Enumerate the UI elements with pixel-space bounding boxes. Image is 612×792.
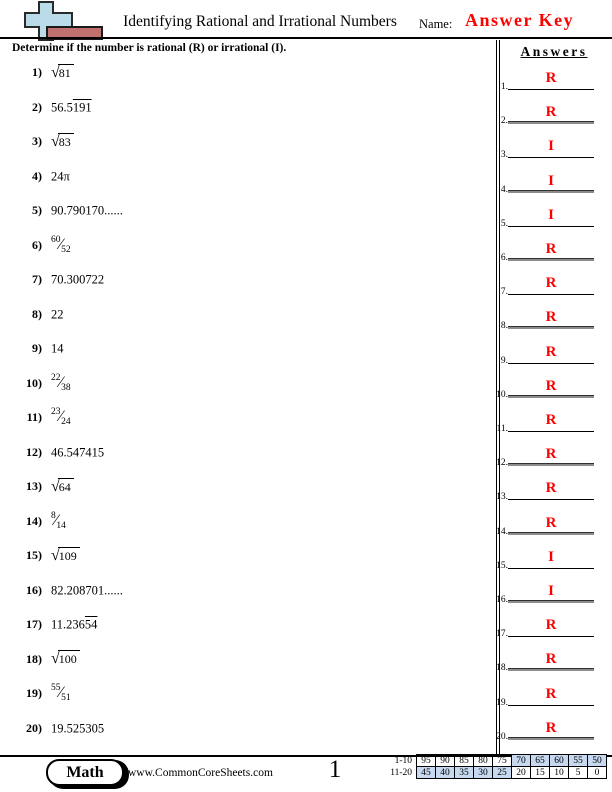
grade-cell: 55 xyxy=(569,755,588,767)
question-expression: 22 xyxy=(51,306,64,321)
answer-number: 5. xyxy=(500,218,508,229)
question-row xyxy=(10,165,70,187)
radicand: 83 xyxy=(58,133,74,150)
grade-cell: 95 xyxy=(417,755,436,767)
question-number: 1) xyxy=(32,65,42,80)
answer-blank-line xyxy=(508,499,594,500)
question-row xyxy=(10,337,64,359)
grade-cell: 35 xyxy=(455,767,474,779)
answer-number: 16. xyxy=(496,595,508,605)
question-expression: 14 xyxy=(51,341,64,356)
answer-row xyxy=(492,507,596,535)
radical-icon: √ xyxy=(51,546,60,564)
answer-number: 6. xyxy=(500,253,508,263)
answer-blank-line xyxy=(508,226,594,227)
question-number: 19) xyxy=(26,686,42,701)
question-row xyxy=(10,579,123,601)
question-number: 9) xyxy=(32,341,42,356)
question-row xyxy=(10,268,104,290)
answer-blank-line xyxy=(508,294,594,295)
question-row xyxy=(10,372,71,394)
grade-cell: 15 xyxy=(531,767,550,779)
question-number: 16) xyxy=(26,582,42,597)
commoncoresheets-logo-icon xyxy=(24,1,104,46)
answer-row xyxy=(492,301,596,332)
answer-number: 18. xyxy=(496,663,508,674)
answer-number: 12. xyxy=(496,458,508,469)
question-expression xyxy=(51,547,80,564)
answer-number: 13. xyxy=(496,492,508,503)
repeating-digits: 191 xyxy=(72,99,92,114)
grade-cell: 70 xyxy=(512,755,531,767)
question-row xyxy=(10,303,64,325)
question-expression: 70.300722 xyxy=(51,272,105,287)
grade-cell: 80 xyxy=(474,755,493,767)
answer-row xyxy=(492,370,596,398)
question-number: 17) xyxy=(26,617,42,632)
fraction-denominator: 14 xyxy=(56,520,66,531)
answer-blank-line xyxy=(508,463,594,466)
question-number: 4) xyxy=(32,168,42,183)
question-number: 13) xyxy=(26,479,42,494)
grade-cell: 50 xyxy=(588,755,607,767)
answer-number: 14. xyxy=(496,526,508,537)
page-title: Identifying Rational and Irrational Numbers xyxy=(123,13,397,30)
answer-blank-line xyxy=(508,431,594,432)
fraction-numerator: 22 xyxy=(51,372,61,383)
radical-icon: √ xyxy=(51,63,60,81)
answer-blank-line xyxy=(508,568,594,569)
header-rule xyxy=(0,37,612,39)
question-number: 12) xyxy=(26,444,42,459)
answer-value: R xyxy=(545,514,557,531)
answer-value: I xyxy=(548,206,554,223)
question-row xyxy=(10,96,92,118)
fraction-numerator: 55 xyxy=(51,683,61,694)
question-row xyxy=(10,61,74,83)
answer-number: 2. xyxy=(500,116,508,127)
question-row xyxy=(10,199,123,221)
question-row xyxy=(10,648,80,670)
question-expression: 19.525305 xyxy=(51,720,105,735)
radical-icon: √ xyxy=(51,477,60,495)
question-expression xyxy=(51,234,71,256)
grade-row xyxy=(417,755,607,767)
answer-value: I xyxy=(548,172,554,189)
question-expression xyxy=(51,100,92,114)
question-number: 14) xyxy=(26,513,42,528)
question-expression: 82.208701...... xyxy=(51,582,123,597)
answer-row xyxy=(492,130,596,161)
answer-number: 17. xyxy=(496,629,508,640)
answer-row xyxy=(492,267,596,298)
fraction-numerator: 60 xyxy=(51,234,61,245)
answer-row xyxy=(492,62,596,90)
grading-table-body xyxy=(417,755,607,779)
answer-value: R xyxy=(545,480,557,497)
answer-number: 20. xyxy=(496,731,508,742)
question-number: 15) xyxy=(26,548,42,563)
page-number: 1 xyxy=(328,756,342,783)
question-number: 7) xyxy=(32,272,42,287)
answer-value: R xyxy=(545,685,557,702)
answer-value: R xyxy=(545,241,557,257)
answer-row xyxy=(492,643,596,674)
answer-value: R xyxy=(545,412,557,428)
answer-key-label: Answer Key xyxy=(465,10,575,30)
radicand: 64 xyxy=(58,478,74,495)
question-expression xyxy=(51,478,74,495)
question-row xyxy=(10,510,66,532)
fraction-denominator: 52 xyxy=(61,244,71,255)
answer-row xyxy=(492,678,596,706)
question-expression xyxy=(51,650,80,667)
answer-row xyxy=(492,438,596,469)
question-expression: 90.790170...... xyxy=(51,203,123,218)
grade-cell: 90 xyxy=(436,755,455,767)
answer-number: 19. xyxy=(496,697,508,708)
question-number: 6) xyxy=(32,237,42,252)
subject-badge: Math xyxy=(46,759,124,786)
grade-cell: 5 xyxy=(569,767,588,779)
answer-value: R xyxy=(545,343,557,360)
answer-blank-line xyxy=(508,636,594,637)
question-number: 10) xyxy=(26,375,42,390)
radical-icon: √ xyxy=(51,132,60,150)
fraction-denominator: 38 xyxy=(61,382,71,393)
answers-title: Answers xyxy=(520,44,588,59)
answer-value: R xyxy=(545,617,557,634)
question-expression xyxy=(51,682,71,704)
answer-blank-line xyxy=(508,705,594,706)
answer-row xyxy=(492,575,596,603)
question-row xyxy=(10,441,104,463)
question-expression xyxy=(51,617,97,631)
fraction-slash: ⁄ xyxy=(59,408,63,426)
fraction-numerator: 23 xyxy=(51,407,61,418)
decimal-prefix: 11.236 xyxy=(51,617,85,632)
question-expression xyxy=(51,372,71,394)
grade-cell: 0 xyxy=(588,767,607,779)
answer-value: R xyxy=(545,446,557,463)
decimal-prefix: 56.5 xyxy=(51,99,73,114)
fraction-denominator: 51 xyxy=(61,693,71,704)
grade-cell: 25 xyxy=(493,767,512,779)
answer-row xyxy=(492,472,596,503)
answer-number: 1. xyxy=(500,82,508,92)
grade-cell: 60 xyxy=(550,755,569,767)
fraction-numerator: 8 xyxy=(51,510,56,521)
grade-cell: 45 xyxy=(417,767,436,779)
answer-value: R xyxy=(545,309,557,326)
grade-cell: 30 xyxy=(474,767,493,779)
question-row xyxy=(10,475,74,497)
answer-value: R xyxy=(545,275,557,292)
grading-table xyxy=(416,754,607,779)
radicand: 81 xyxy=(58,64,74,81)
question-row xyxy=(10,682,71,704)
answer-row xyxy=(492,96,596,127)
answer-blank-line xyxy=(508,326,594,329)
radical-icon: √ xyxy=(51,650,60,668)
answer-value: R xyxy=(545,651,557,668)
question-row xyxy=(10,406,71,428)
question-number: 3) xyxy=(32,134,42,149)
answer-number: 7. xyxy=(500,287,508,298)
fraction-slash: ⁄ xyxy=(59,373,63,391)
question-expression xyxy=(51,406,71,428)
answer-row xyxy=(492,541,596,569)
question-number: 5) xyxy=(32,203,42,218)
question-row xyxy=(10,544,80,566)
question-expression xyxy=(51,133,74,150)
instruction-text: Determine if the number is rational (R) or irrational (I). xyxy=(12,42,287,54)
answer-number: 9. xyxy=(500,355,508,366)
repeating-digits: 54 xyxy=(84,617,98,632)
answer-number: 15. xyxy=(496,560,508,571)
answer-blank-line xyxy=(508,190,594,193)
answer-value: R xyxy=(545,104,557,121)
grade-cell: 85 xyxy=(455,755,474,767)
answer-value: R xyxy=(545,719,557,736)
question-number: 11) xyxy=(26,410,42,425)
question-row xyxy=(10,130,74,152)
answer-blank-line xyxy=(508,258,594,261)
answer-number: 8. xyxy=(500,321,508,332)
answer-value: R xyxy=(545,70,557,86)
answer-blank-line xyxy=(508,89,594,90)
question-expression xyxy=(51,510,66,532)
answer-row xyxy=(492,233,596,261)
answer-blank-line xyxy=(508,532,594,535)
question-expression: 24π xyxy=(51,168,70,183)
question-number: 8) xyxy=(32,306,42,321)
answer-row xyxy=(492,404,596,432)
answer-value: R xyxy=(545,377,557,394)
answer-value: I xyxy=(548,548,554,565)
grade-row-label-1: 1-10 xyxy=(394,755,412,766)
grade-cell: 10 xyxy=(550,767,569,779)
answer-row xyxy=(492,712,596,740)
radicand: 100 xyxy=(58,650,80,667)
grade-row-label-2: 11-20 xyxy=(390,767,412,778)
question-row xyxy=(10,717,104,739)
answer-number: 11. xyxy=(496,424,508,434)
question-expression xyxy=(51,64,74,81)
answer-number: 4. xyxy=(500,184,508,195)
answer-row xyxy=(492,336,596,364)
answer-blank-line xyxy=(508,600,594,603)
question-row xyxy=(10,613,97,635)
grade-cell: 40 xyxy=(436,767,455,779)
answer-row xyxy=(492,609,596,640)
radicand: 109 xyxy=(58,547,80,564)
fraction-slash: ⁄ xyxy=(54,511,58,529)
answer-blank-line xyxy=(508,668,594,671)
answer-blank-line xyxy=(508,363,594,364)
question-expression: 46.547415 xyxy=(51,444,105,459)
answer-value: I xyxy=(548,138,554,155)
answer-number: 3. xyxy=(500,150,508,161)
answer-blank-line xyxy=(508,395,594,398)
fraction-slash: ⁄ xyxy=(59,235,63,253)
grade-row xyxy=(417,767,607,779)
grade-cell: 75 xyxy=(493,755,512,767)
fraction-denominator: 24 xyxy=(61,417,71,428)
question-number: 20) xyxy=(26,720,42,735)
answer-blank-line xyxy=(508,157,594,158)
question-number: 2) xyxy=(32,99,42,114)
grade-cell: 20 xyxy=(512,767,531,779)
answer-blank-line xyxy=(508,737,594,740)
website-text: www.CommonCoreSheets.com xyxy=(128,767,273,779)
question-number: 18) xyxy=(26,651,42,666)
answer-blank-line xyxy=(508,121,594,124)
answer-row xyxy=(492,199,596,227)
answer-value: I xyxy=(548,583,554,599)
grade-cell: 65 xyxy=(531,755,550,767)
question-row xyxy=(10,234,71,256)
fraction-slash: ⁄ xyxy=(59,684,63,702)
answer-number: 10. xyxy=(496,389,508,400)
name-label: Name: xyxy=(419,17,453,31)
answer-row xyxy=(492,165,596,193)
